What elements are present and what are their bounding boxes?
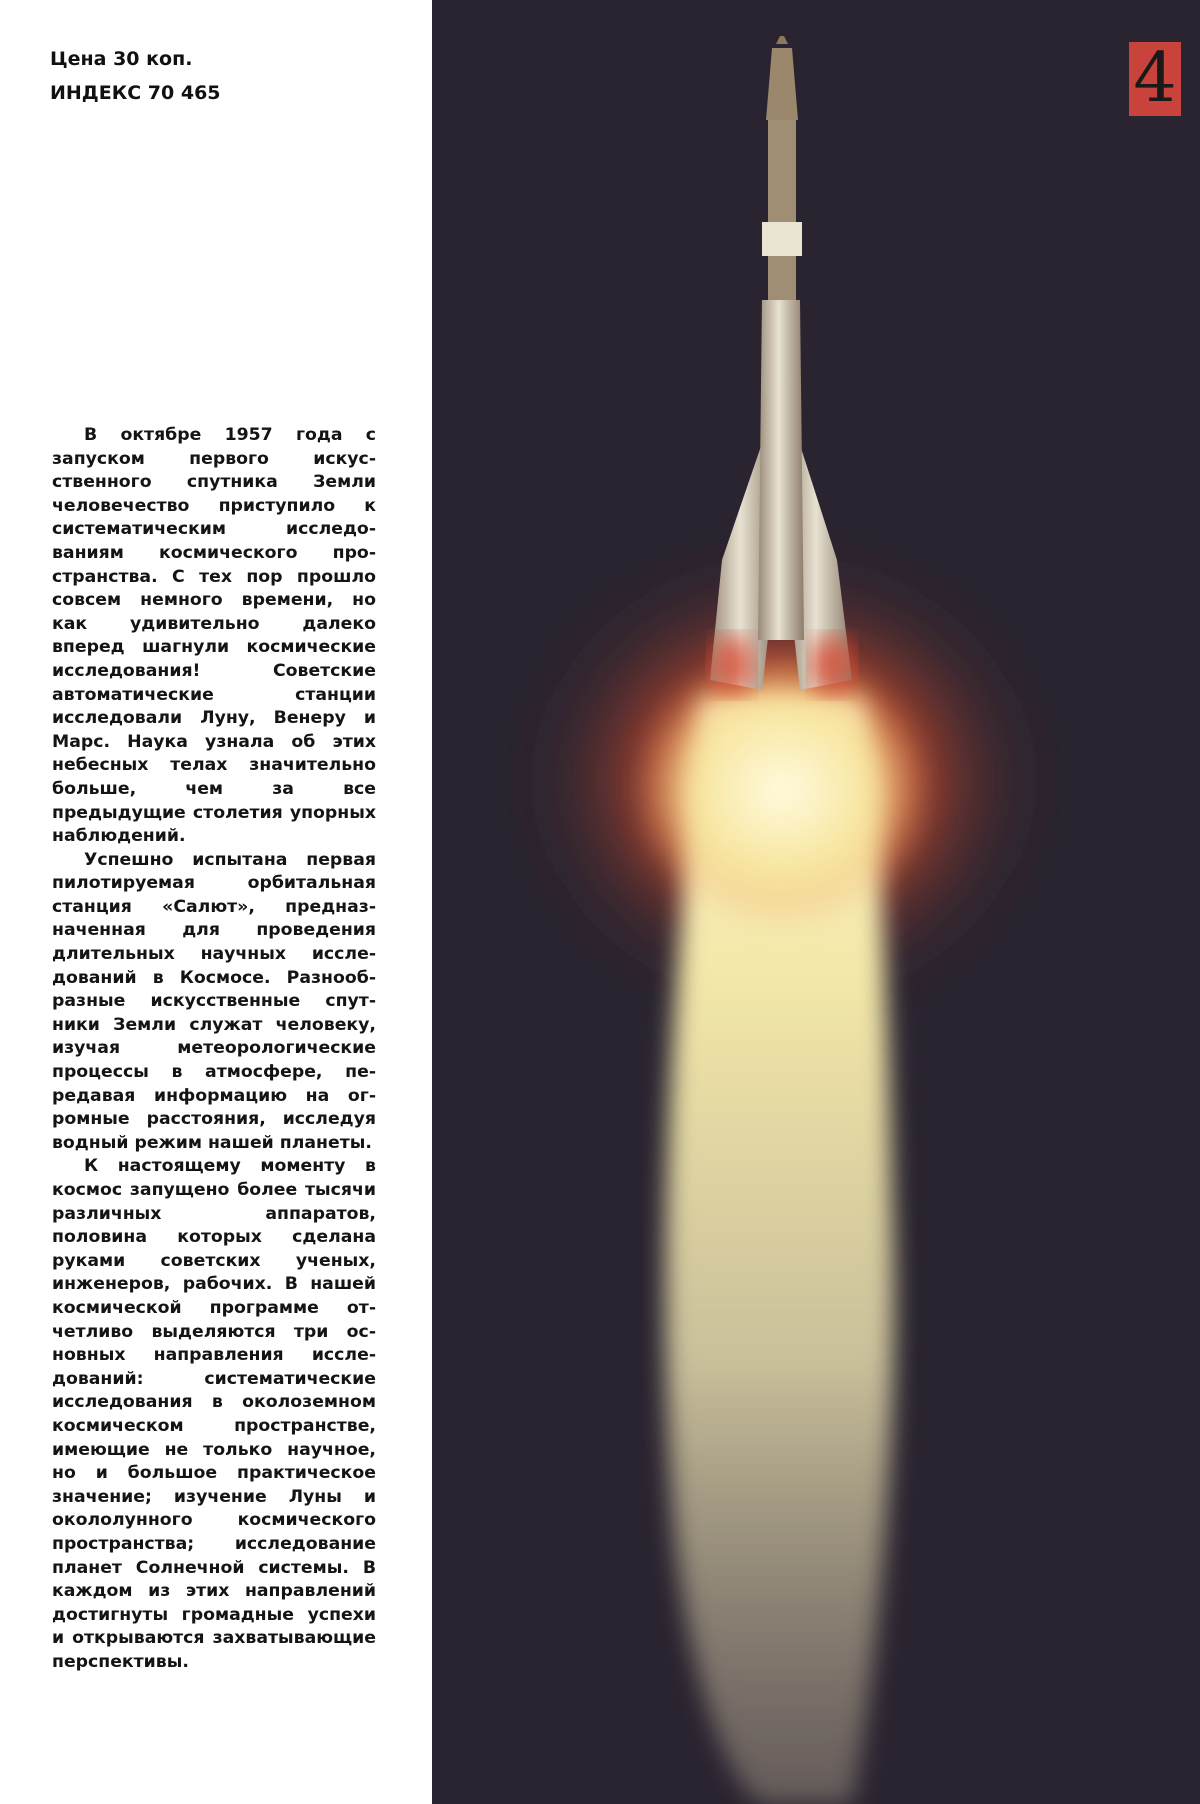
price-block <box>50 42 221 110</box>
article-body <box>52 424 376 1674</box>
core-stage <box>758 300 804 640</box>
index-label: ИНДЕКС 70 465 <box>50 82 221 104</box>
price-label: Цена 30 коп. <box>50 48 193 70</box>
paragraph-2: Успешно испытана первая пилотируемая орбитальная станция «Салют», предназначенная для проведения длительных научных исследований в Космосе. Разнообразные искусственные спутники Земли служат человеку, изучая метеорологические процессы в атмосфере, передавая информацию на огромные расстояния, исследуя водный режим нашей планеты. <box>52 849 376 1153</box>
paragraph-3: К настоящему моменту в космос запущено более тысячи различных аппаратов, половина которых сделана руками советских ученых, инженеров, рабочих. В нашей космической программе отчетливо выделяются три основных направления исследований: систематические исследования в околоземном космическом пространстве, имеющие не только научное, но и большое практическое значение; изучение Луны и окололунного космического пространства; исследование планет Солнечной системы. В каждом из этих направлений достигнуты громадные успехи и открываются захватывающие перспективы. <box>52 1156 376 1672</box>
rocket-launch-photo <box>432 0 1200 1804</box>
paragraph-1: В октябре 1957 года с запуском первого искусственного спутника Земли человечество приступило к систематическим исследованиям космического пространства. С тех пор прошло совсем немного времени, но как удивительно далеко вперед шагнули космические исследования! Советские автоматические станции исследовали Луну, Венеру и Марс. Наука узнала об этих небесных телах значительно больше, чем за все предыдущие столетия упорных наблюдений. <box>52 425 376 847</box>
issue-number-badge: 4 <box>1129 42 1181 116</box>
upper-stage <box>768 120 796 300</box>
rocket-illustration <box>432 0 1200 1804</box>
text-column <box>0 0 432 1804</box>
